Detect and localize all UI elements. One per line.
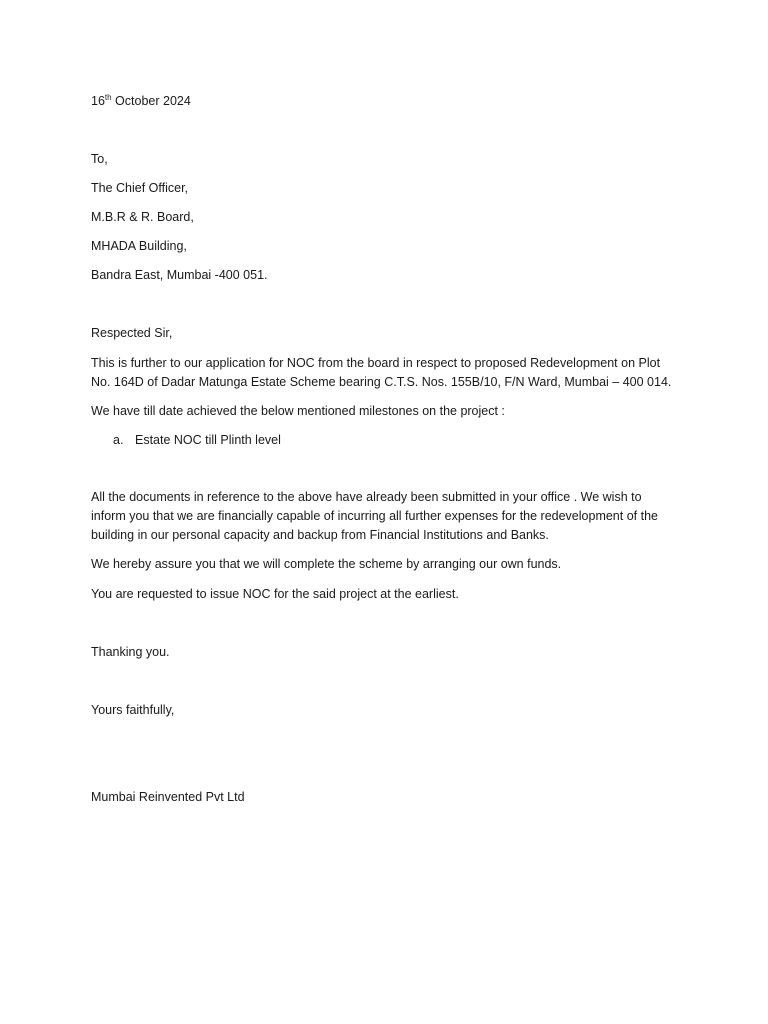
letter-date [91, 92, 191, 111]
body-paragraph-3-line-1: All the documents in reference to the above have already been submitted in your office . We wish to [91, 490, 642, 504]
body-paragraph-2: We have till date achieved the below mentioned milestones on the project : [91, 404, 505, 418]
closing-sign-off: Yours faithfully, [91, 703, 175, 717]
closing-thanks: Thanking you. [91, 645, 170, 659]
body-paragraph-4: We hereby assure you that we will complete the scheme by arranging our own funds. [91, 557, 562, 571]
list-marker: a. [113, 433, 124, 447]
date-suffix: th [104, 93, 112, 102]
recipient-building: MHADA Building, [91, 239, 187, 253]
salutation: Respected Sir, [91, 326, 173, 340]
recipient-address: Bandra East, Mumbai -400 051. [91, 268, 268, 282]
body-paragraph-1-line-1: This is further to our application for NOC from the board in respect to proposed Redevelopment on Plot [91, 356, 661, 370]
recipient-board: M.B.R & R. Board, [91, 210, 194, 224]
milestone-list-item [113, 431, 281, 450]
milestone-text: Estate NOC till Plinth level [135, 433, 281, 447]
signatory-name: Mumbai Reinvented Pvt Ltd [91, 790, 245, 804]
date-month-year: October 2024 [111, 94, 191, 108]
recipient-to: To, [91, 152, 108, 166]
body-paragraph-3-line-3: building in our personal capacity and backup from Financial Institutions and Banks. [91, 528, 549, 542]
body-paragraph-3-line-2: inform you that we are financially capable of incurring all further expenses for the redevelopment of the [91, 509, 658, 523]
date-day: 16 [91, 94, 105, 108]
body-paragraph-5: You are requested to issue NOC for the said project at the earliest. [91, 587, 459, 601]
body-paragraph-1-line-2: No. 164D of Dadar Matunga Estate Scheme bearing C.T.S. Nos. 155B/10, F/N Ward, Mumbai – 400 014. [91, 375, 672, 389]
recipient-title: The Chief Officer, [91, 181, 189, 195]
